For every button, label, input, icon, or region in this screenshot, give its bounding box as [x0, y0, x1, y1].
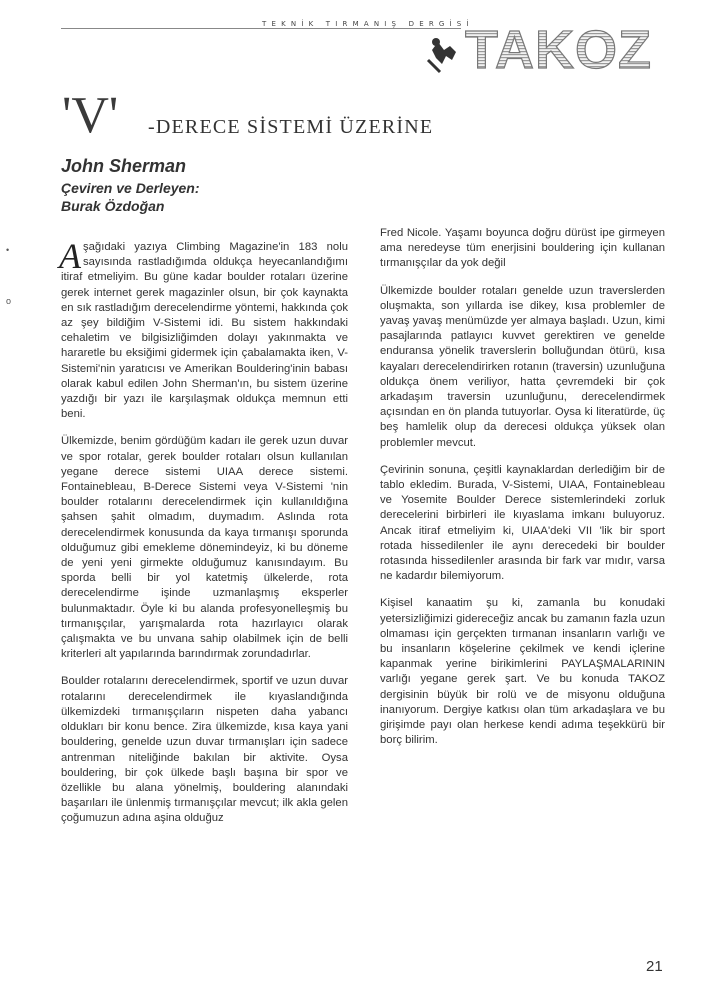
paragraph: Çevirinin sonuna, çeşitli kaynaklardan derlediğim bir de tablo ekledim. Burada, V-Sistemi, UIAA, Fontainebleau ve Yosemite Boulder Derece sistemlerindeki zorluk derecelerini birbirleri ile kıyaslama imkanı buluyoruz. Ancak itiraf etmeliyim ki, UIAA'deki VII 'lik bir sport rotada hissedilenler ile aynı derecedeki bir boulder rotasında hissedilenler arasında bir fark var mıdır, varsa ne kadardır bilemiyorum.	[380, 463, 665, 583]
article-title: -DERECE SİSTEMİ ÜZERİNE	[148, 116, 434, 138]
paragraph	[59, 236, 348, 422]
right-column	[380, 226, 665, 761]
translator-name: Burak Özdoğan	[61, 198, 165, 214]
paragraph: Fred Nicole. Yaşamı boyunca doğru dürüst ipe girmeyen ama neredeyse tüm enerjisini bouldering için kullanan tırmanışçılar da yok değil	[380, 227, 665, 270]
header-rule	[61, 28, 461, 29]
paragraph: Boulder rotalarını derecelendirmek, sportif ve uzun duvar rotalarını derecelendirmek ile kıyaslandığında ülkemizdeki tırmanışçıların nispeten daha yabancı oldukları bir konu bence. Zira ülkemizde, kısa kaya yani bouldering, genelde uzun duvar tırmanışları için sadece antrenman niteliğinde bakılan bir aktivite. Oysa bouldering, bir çok ülkede başlı başına bir spor ve özellikle bu alana yönelmiş, bouldering alanındaki başarıları ile ünlenmiş tırmanışçılar mevcut; ilk akla gelen çoğumuzun adına aşina olduğuz	[61, 675, 348, 825]
paragraph: Ülkemizde, benim gördüğüm kadarı ile gerek uzun duvar ve spor rotalar, gerek boulder rotaları olsun kullanılan yegane derece sistemi UIAA derece sistemi. Fontainebleau, B-Derece Sistemi veya V-Sistemi 'nin boulder rotalarını derecelendirmek için kullanıldığına şahsen şahit olmadım, duymadım. Aslında rota derecelendirmek konusunda da kaya tırmanışı sporunda olduğumuz gibi emekleme dönemindeyiz, ki bu döneme de yeni yeni girmekte olduğumuz kanısındayım. Bu sporda belli bir yol katetmiş ülkelerde, rota derecelendirme işinde uzmanlaşmış eksperler bulunmaktadır. Öyle ki bu alanda profesyonelleşmiş bu tırmanışçılar, yarışmalarda rota hazırlayıcı olarak çalışmakta ve bu unvana sahip olabilmek için de belli kriterleri alt yapılarında barındırmak zorundadırlar.	[61, 435, 348, 661]
paragraph: Kişisel kanaatim şu ki, zamanla bu konudaki yetersizliğimizi gidereceğiz ancak bu zamanın fazla uzun olmaması için gerçekten tırmanan insanların varlığı ve bu insanların köşelerine çekilmek ve kendi içlerine kapanmak yerine birikimlerini PAYLAŞMALARININ varlığı yegane gerek şart. Ve bu konuda TAKOZ dergisinin büyük bir rolü ve de misyonu olduğuna inanıyorum. Dergiye katkısı olan tüm arkadaşlara ve bu girişimde payı olan herkese kendi adıma teşekkürü bir borç bilirim.	[380, 597, 665, 747]
paragraph: Ülkemizde boulder rotaları genelde uzun traverslerden oluşmakta, son yıllarda ise dikey, kısa problemler de yavaş yavaş menümüzde yer almaya başladı. Uzun, kimi pasajlarında patlayıcı kuvvet gerektiren ve genelde enduransa yönelik traverslerin bolluğundan ötürü, kısa kayaları derecelendirirken rotanın (traversin) uzunluğuna oldukça önem veriliyor, hatta çevremdeki bir çok arkadaşım traversin uzunluğunu, derecelendirmek açısından en ön planda tutuyorlar. Oysa ki literatürde, üç beş hamlelik olup da derecesi oldukça yüksek olan problemler mevcut.	[380, 284, 665, 449]
takoz-logo	[410, 12, 670, 76]
left-column	[59, 236, 348, 839]
svg-text:'V': 'V'	[62, 87, 119, 140]
translator-label: Çeviren ve Derleyen:	[61, 180, 200, 196]
margin-speck: ο	[6, 296, 12, 306]
magazine-tagline: TEKNİK TIRMANIŞ DERGİSİ	[262, 20, 474, 28]
svg-text:TAKOZ: TAKOZ	[465, 20, 652, 76]
author-name: John Sherman	[61, 156, 187, 176]
drop-cap: A	[59, 236, 81, 276]
page-number: 21	[646, 958, 663, 975]
decorative-v-mark	[60, 82, 146, 140]
climber-silhouette-icon	[428, 38, 456, 72]
margin-speck: •	[6, 245, 10, 255]
paragraph-text: şağıdaki yazıya Climbing Magazine'in 183 nolu sayısında rastladığımda oldukça heyecanlandığımı itiraf etmeliyim. Bu güne kadar boulder rotaları üzerine gerek internet gerek magazinler olsun, bir çok kaynakta en sık rastladığım derecelendirme yöntemi, hakkında çok az şey bildiğim V-Sistemi idi. Bu sistem hakkındaki cehaletim ve bilgisizliğimden dolayı yakınmakta ve hararetle bu eksiğimi gidermek için çabalamakta iken, V-Sistemi'nin yaratıcısı ve Amerikan Bouldering'inin babası olarak kabul edilen John Sherman'ın, bu sistem üzerine yazdığı bir yazı ile karşılaşmak oldukça memnun etti beni.	[61, 241, 348, 421]
